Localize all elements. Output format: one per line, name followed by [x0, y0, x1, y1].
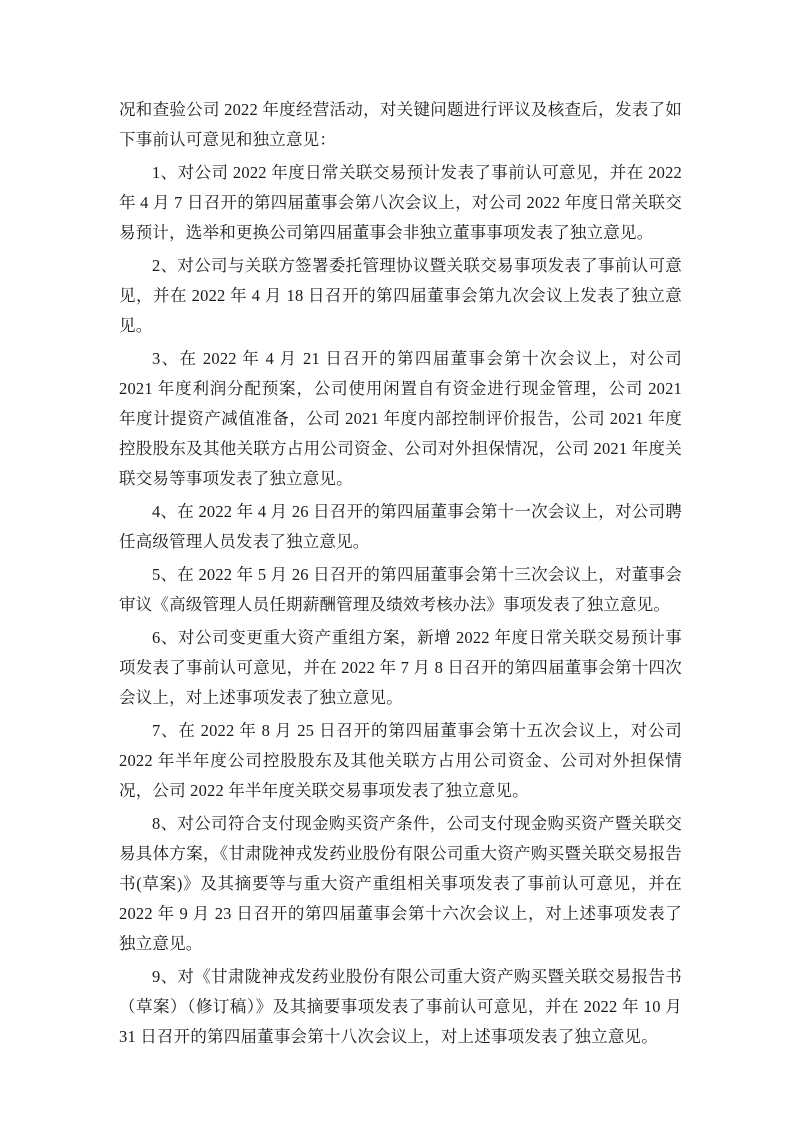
paragraph-item-6: 6、对公司变更重大资产重组方案，新增 2022 年度日常关联交易预计事项发表了事前认可意见，并在 2022 年 7 月 8 日召开的第四届董事会第十四次会议上，对上述事项发表了独立意见。: [119, 628, 682, 707]
paragraph-item-1: 1、对公司 2022 年度日常关联交易预计发表了事前认可意见，并在 2022 年 4 月 7 日召开的第四届董事会第八次会议上，对公司 2022 年度日常关联交易预计，选举和更换公司第四届董事会非独立董事事项发表了独立意见。: [119, 163, 682, 242]
paragraph-intro-continuation: 况和查验公司 2022 年度经营活动，对关键问题进行评议及核查后，发表了如下事前认可意见和独立意见：: [119, 100, 682, 149]
paragraph-item-9: 9、对《甘肃陇神戎发药业股份有限公司重大资产购买暨关联交易报告书（草案）（修订稿）》及其摘要事项发表了事前认可意见，并在 2022 年 10 月 31 日召开的第四届董事会第十八次会议上，对上述事项发表了独立意见。: [119, 967, 682, 1046]
paragraph-item-7: 7、在 2022 年 8 月 25 日召开的第四届董事会第十五次会议上，对公司 2022 年半年度公司控股股东及其他关联方占用公司资金、公司对外担保情况，公司 2022 年半年度关联交易事项发表了独立意见。: [119, 721, 682, 800]
paragraph-item-4: 4、在 2022 年 4 月 26 日召开的第四届董事会第十一次会议上，对公司聘任高级管理人员发表了独立意见。: [119, 502, 682, 551]
paragraph-item-5: 5、在 2022 年 5 月 26 日召开的第四届董事会第十三次会议上，对董事会审议《高级管理人员任期薪酬管理及绩效考核办法》事项发表了独立意见。: [119, 565, 682, 614]
paragraph-item-3: 3、在 2022 年 4 月 21 日召开的第四届董事会第十次会议上，对公司 2021 年度利润分配预案，公司使用闲置自有资金进行现金管理，公司 2021 年度计提资产减值准备，公司 2021 年度内部控制评价报告，公司 2021 年度控股股东及其他关联方占用公司资金、公司对外担保情况，公司 2021 年度关联交易等事项发表了独立意见。: [119, 349, 682, 488]
paragraph-item-2: 2、对公司与关联方签署委托管理协议暨关联交易事项发表了事前认可意见，并在 2022 年 4 月 18 日召开的第四届董事会第九次会议上发表了独立意见。: [119, 256, 682, 335]
document-body: [119, 95, 682, 1052]
paragraph-item-8: 8、对公司符合支付现金购买资产条件，公司支付现金购买资产暨关联交易具体方案，《甘肃陇神戎发药业股份有限公司重大资产购买暨关联交易报告书(草案)》及其摘要等与重大资产重组相关事项发表了事前认可意见，并在 2022 年 9 月 23 日召开的第四届董事会第十六次会议上，对上述事项发表了独立意见。: [119, 814, 682, 953]
